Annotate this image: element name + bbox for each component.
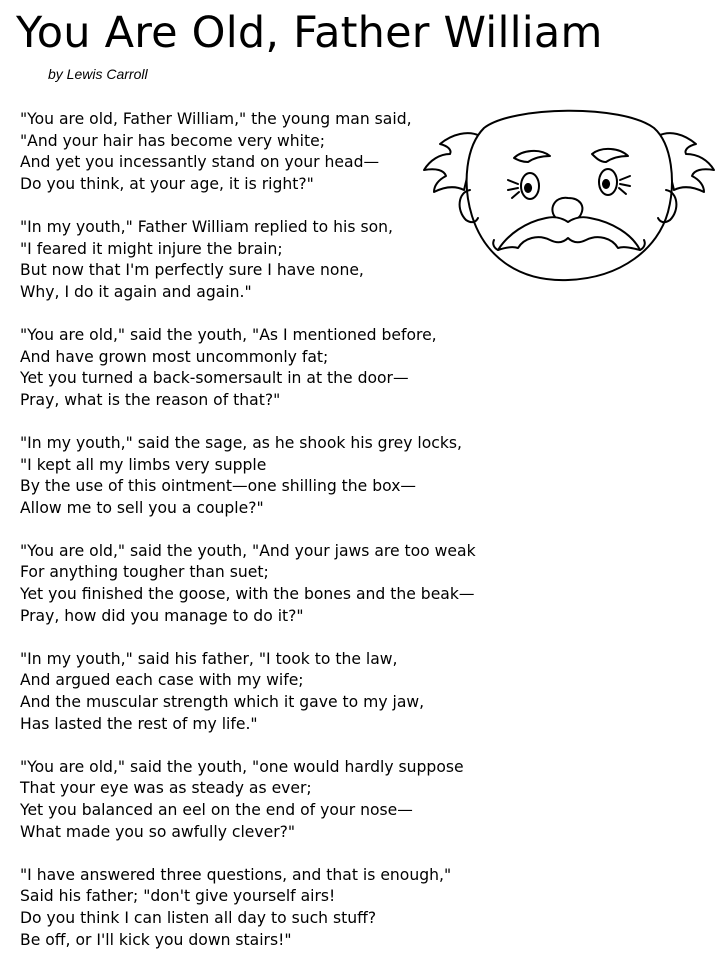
- poem-line: Do you think I can listen all day to such stuff?: [20, 908, 377, 927]
- poem-line: Yet you finished the goose, with the bones and the beak—: [20, 585, 475, 604]
- poem-line: Said his father; "don't give yourself airs!: [20, 887, 336, 906]
- poem-line: "In my youth," said the sage, as he shook his grey locks,: [20, 433, 462, 452]
- head-outline: [467, 111, 672, 280]
- author-byline: by Lewis Carroll: [48, 66, 148, 82]
- poem-line: Yet you turned a back-somersault in at the door—: [20, 369, 409, 388]
- poem-line: And have grown most uncommonly fat;: [20, 347, 329, 366]
- old-man-face-icon: [422, 98, 716, 288]
- poem-line: Allow me to sell you a couple?": [20, 498, 264, 517]
- stanza-8: [20, 865, 540, 951]
- poem-title: You Are Old, Father William: [16, 8, 603, 58]
- poem-line: "And your hair has become very white;: [20, 131, 325, 150]
- poem-line: "You are old," said the youth, "As I mentioned before,: [20, 325, 437, 344]
- stanza-6: [20, 649, 540, 735]
- poem-line: Has lasted the rest of my life.": [20, 714, 258, 733]
- poem-line: "In my youth," said his father, "I took to the law,: [20, 649, 398, 668]
- poem-line: Pray, what is the reason of that?": [20, 390, 281, 409]
- poem-line: And yet you incessantly stand on your head—: [20, 153, 380, 172]
- stanza-4: [20, 433, 540, 519]
- pupil-left: [525, 184, 531, 192]
- poem-line: That your eye was as steady as ever;: [20, 779, 312, 798]
- poem-line: But now that I'm perfectly sure I have none,: [20, 261, 364, 280]
- stanza-3: [20, 325, 540, 411]
- stanza-5: [20, 541, 540, 627]
- poem-line: "In my youth," Father William replied to his son,: [20, 217, 393, 236]
- poem-line: "I feared it might injure the brain;: [20, 239, 283, 258]
- poem-line: "I kept all my limbs very supple: [20, 455, 267, 474]
- poem-line: Be off, or I'll kick you down stairs!": [20, 930, 292, 949]
- poem-line: And the muscular strength which it gave to my jaw,: [20, 693, 425, 712]
- poem-line: Do you think, at your age, it is right?": [20, 174, 314, 193]
- pupil-right: [603, 180, 609, 188]
- poem-line: Pray, how did you manage to do it?": [20, 606, 304, 625]
- poem-line: Yet you balanced an eel on the end of your nose—: [20, 801, 413, 819]
- poem-line: For anything tougher than suet;: [20, 563, 269, 582]
- poem-line: What made you so awfully clever?": [20, 822, 296, 841]
- poem-line: "You are old, Father William," the young man said,: [20, 110, 412, 128]
- stanza-7: [20, 757, 540, 843]
- poem-line: And argued each case with my wife;: [20, 671, 304, 690]
- poem-line: By the use of this ointment—one shilling the box—: [20, 477, 417, 496]
- poem-line: "I have answered three questions, and that is enough,": [20, 865, 452, 884]
- poem-line: Why, I do it again and again.": [20, 282, 252, 301]
- poem-line: "You are old," said the youth, "one would hardly suppose: [20, 757, 464, 776]
- poem-line: "You are old," said the youth, "And your jaws are too weak: [20, 541, 476, 560]
